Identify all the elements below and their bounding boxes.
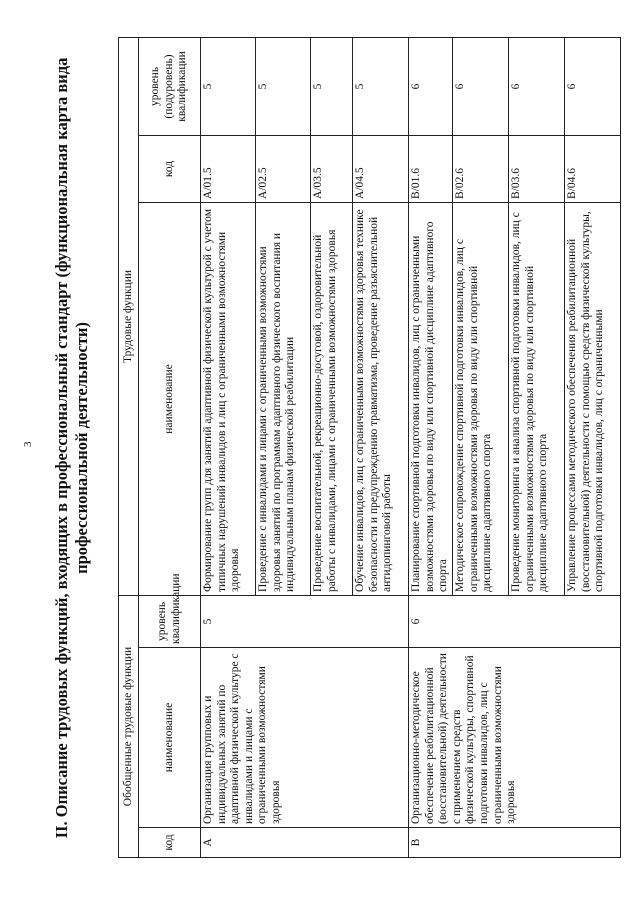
title-line-2: профессиональной деятельности)	[72, 322, 91, 574]
title-line-1: II. Описание трудовых функций, входящих в профессиональный стандарт (функциональная карта вида	[52, 57, 71, 839]
header-row-groups	[119, 37, 139, 857]
gf-level-cell: 5	[201, 595, 409, 647]
header-row-columns	[139, 37, 201, 857]
rotated-page-content	[52, 38, 620, 858]
header-generalized-functions: Обобщенные трудовые функции	[119, 595, 139, 857]
tf-level-cell: 6	[453, 37, 509, 135]
tf-name-cell: Проведение с инвалидами и лицами с ограниченными возможностями здоровья занятий по программам адаптивного физического воспитания и индивидуальным планам физической реабилитации	[256, 202, 311, 595]
tf-name-cell: Проведение воспитательной, рекреационно-досуговой, оздоровительной работы с инвалидами, лицами с ограниченными возможностями здоровья	[311, 202, 353, 595]
gf-code-cell: B	[409, 828, 621, 858]
tf-level-cell: 6	[565, 37, 621, 135]
tf-code-cell: B/02.6	[453, 135, 509, 202]
tf-code-cell: A/02.5	[256, 135, 311, 202]
tf-level-cell: 6	[409, 37, 453, 135]
tf-name-cell: Обучение инвалидов, лиц с ограниченными возможностями здоровья технике безопасности и предупреждению травматизма, проведение разъяснительной антидопинговой работы	[353, 202, 409, 595]
header-level: уровень квалификации	[139, 595, 201, 647]
functional-map-table	[118, 37, 621, 858]
tf-code-cell: A/03.5	[311, 135, 353, 202]
gf-name-cell: Организация групповых и индивидуальных занятий по адаптивной физической культуре с инвалидами и лицами с ограниченными возможностями здоровья	[201, 648, 409, 828]
tf-code-cell: B/01.6	[409, 135, 453, 202]
gf-code-cell: A	[201, 828, 409, 858]
tf-level-cell: 5	[311, 37, 353, 135]
gf-level-cell: 6	[409, 595, 621, 647]
tf-name-cell: Управление процессами методического обеспечения реабилитационной (восстановительной) деятельности с помощью средств физической культуры, спортивной подготовки инвалидов, лиц с ограниченными	[565, 202, 621, 595]
tf-code-cell: A/04.5	[353, 135, 409, 202]
tf-name-cell: Формирование групп для занятий адаптивной физической культурой с учетом типичных нарушений инвалидов и лиц с ограниченными возможностями здоровья	[201, 202, 256, 595]
gf-name-cell: Организационно-методическое обеспечение реабилитационной (восстановительной) деятельности с применением средств физической культуры, спортивной подготовки инвалидов, лиц с ограниченными возможностями здоровья	[409, 648, 621, 828]
header-tf-name: наименование	[139, 202, 201, 595]
tf-name-cell: Методическое сопровождение спортивной подготовки инвалидов, лиц с ограниченными возможностями здоровья по виду или спортивной дисциплине адаптивного спорта	[453, 202, 509, 595]
tf-level-cell: 5	[201, 37, 256, 135]
header-code: код	[139, 828, 201, 858]
tf-code-cell: B/03.6	[509, 135, 565, 202]
header-tf-code: код	[139, 135, 201, 202]
tf-level-cell: 6	[509, 37, 565, 135]
tf-code-cell: B/04.6	[565, 135, 621, 202]
tf-name-cell: Планирование спортивной подготовки инвалидов, лиц с ограниченными возможностями здоровья по виду или спортивной дисциплине адаптивного спорта	[409, 202, 453, 595]
tf-level-cell: 5	[353, 37, 409, 135]
table-row	[201, 37, 256, 857]
table-row	[409, 37, 453, 857]
page-number: 3	[22, 441, 34, 447]
header-labor-functions: Трудовые функции	[119, 37, 139, 595]
tf-code-cell: A/01.5	[201, 135, 256, 202]
tf-name-cell: Проведение мониторинга и анализа спортивной подготовки инвалидов, лиц с ограниченными возможностями здоровья по виду или спортивной дисциплине адаптивного спорта	[509, 202, 565, 595]
header-name: наименование	[139, 648, 201, 828]
header-sublevel: уровень (подуровень) квалификации	[139, 37, 201, 135]
section-title	[52, 38, 110, 858]
tf-level-cell: 5	[256, 37, 311, 135]
